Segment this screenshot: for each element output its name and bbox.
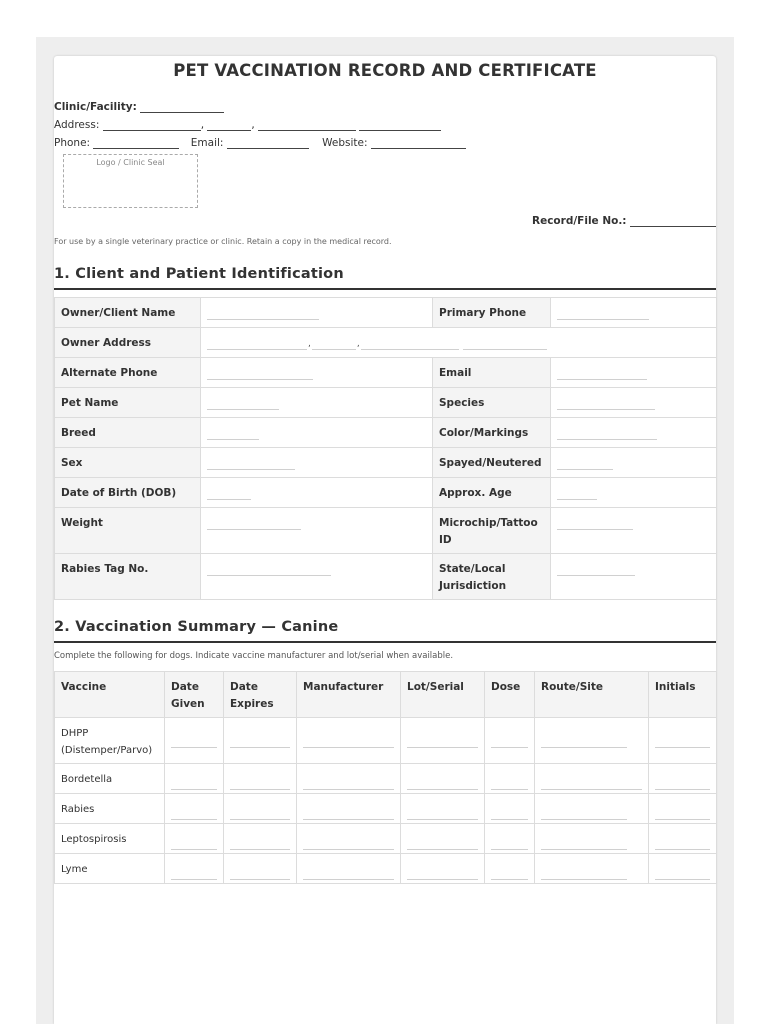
table-row: [55, 718, 717, 764]
approx-age-label: Approx. Age: [433, 478, 551, 508]
route-site-cell[interactable]: [535, 854, 649, 884]
species-label: Species: [433, 388, 551, 418]
logo-seal-placeholder[interactable]: [63, 154, 198, 208]
table-row: [55, 508, 717, 554]
table-header-row: [55, 672, 717, 718]
address-line: Address: , ,: [54, 119, 441, 131]
dob-field[interactable]: [201, 478, 433, 508]
lot-serial-cell[interactable]: [401, 794, 485, 824]
vaccine-name: Leptospirosis: [55, 824, 165, 854]
vaccine-name: DHPP (Distemper/Parvo): [55, 718, 165, 764]
vaccine-name: Lyme: [55, 854, 165, 884]
alternate-phone-label: Alternate Phone: [55, 358, 201, 388]
alternate-phone-field[interactable]: [201, 358, 433, 388]
breed-label: Breed: [55, 418, 201, 448]
client-patient-table: [54, 297, 717, 600]
address-street-field[interactable]: [103, 120, 201, 131]
table-row: [55, 358, 717, 388]
route-site-cell[interactable]: [535, 764, 649, 794]
rabies-tag-field[interactable]: [201, 554, 433, 600]
spayed-neutered-label: Spayed/Neutered: [433, 448, 551, 478]
dose-cell[interactable]: [485, 824, 535, 854]
record-file-field[interactable]: [630, 216, 716, 227]
col-route-site: Route/Site: [535, 672, 649, 718]
lot-serial-cell[interactable]: [401, 854, 485, 884]
date-given-cell[interactable]: [165, 854, 224, 884]
pet-name-label: Pet Name: [55, 388, 201, 418]
sex-label: Sex: [55, 448, 201, 478]
approx-age-field[interactable]: [551, 478, 717, 508]
dose-cell[interactable]: [485, 764, 535, 794]
owner-address-field[interactable]: , ,: [201, 328, 717, 358]
email-label: Email: [433, 358, 551, 388]
dose-cell[interactable]: [485, 794, 535, 824]
address-label: Address:: [54, 119, 100, 131]
section-1-title: 1. Client and Patient Identification: [54, 266, 716, 290]
clinic-label: Clinic/Facility:: [54, 101, 137, 113]
table-row: [55, 794, 717, 824]
col-lot-serial: Lot/Serial: [401, 672, 485, 718]
usage-note: For use by a single veterinary practice or clinic. Retain a copy in the medical record.: [54, 237, 392, 246]
pet-name-field[interactable]: [201, 388, 433, 418]
table-row: [55, 764, 717, 794]
vaccination-table: [54, 671, 717, 884]
owner-name-field[interactable]: [201, 298, 433, 328]
date-given-cell[interactable]: [165, 824, 224, 854]
vaccination-instruction: Complete the following for dogs. Indicate vaccine manufacturer and lot/serial when available.: [54, 651, 454, 661]
primary-phone-field[interactable]: [551, 298, 717, 328]
date-expires-cell[interactable]: [224, 794, 297, 824]
manufacturer-cell[interactable]: [297, 718, 401, 764]
initials-cell[interactable]: [649, 718, 717, 764]
initials-cell[interactable]: [649, 824, 717, 854]
route-site-cell[interactable]: [535, 718, 649, 764]
table-row: [55, 554, 717, 600]
email-field[interactable]: [551, 358, 717, 388]
contact-line: [54, 137, 466, 149]
dose-cell[interactable]: [485, 854, 535, 884]
weight-field[interactable]: [201, 508, 433, 554]
dose-cell[interactable]: [485, 718, 535, 764]
section-2-title: 2. Vaccination Summary — Canine: [54, 619, 716, 643]
clinic-field[interactable]: [140, 102, 224, 113]
email-field[interactable]: [227, 138, 309, 149]
website-label: Website:: [322, 137, 368, 149]
logo-placeholder-text: Logo / Clinic Seal: [96, 158, 165, 167]
route-site-cell[interactable]: [535, 794, 649, 824]
sex-field[interactable]: [201, 448, 433, 478]
date-expires-cell[interactable]: [224, 854, 297, 884]
address-city-field[interactable]: [207, 120, 251, 131]
email-label: Email:: [190, 137, 224, 149]
date-given-cell[interactable]: [165, 764, 224, 794]
jurisdiction-field[interactable]: [551, 554, 717, 600]
manufacturer-cell[interactable]: [297, 764, 401, 794]
primary-phone-label: Primary Phone: [433, 298, 551, 328]
microchip-label: Microchip/Tattoo ID: [433, 508, 551, 554]
address-state-field[interactable]: [258, 120, 356, 131]
vaccine-name: Rabies: [55, 794, 165, 824]
manufacturer-cell[interactable]: [297, 824, 401, 854]
color-markings-label: Color/Markings: [433, 418, 551, 448]
jurisdiction-label: State/Local Jurisdiction: [433, 554, 551, 600]
table-row: [55, 478, 717, 508]
clinic-line: [54, 101, 224, 113]
initials-cell[interactable]: [649, 794, 717, 824]
vaccine-name: Bordetella: [55, 764, 165, 794]
table-row: [55, 388, 717, 418]
phone-label: Phone:: [54, 137, 91, 149]
rabies-tag-label: Rabies Tag No.: [55, 554, 201, 600]
date-expires-cell[interactable]: [224, 764, 297, 794]
address-zip-field[interactable]: [359, 120, 441, 131]
lot-serial-cell[interactable]: [401, 764, 485, 794]
table-row: [55, 298, 717, 328]
table-row: [55, 418, 717, 448]
col-date-expires: Date Expires: [224, 672, 297, 718]
record-file-label: Record/File No.:: [532, 215, 627, 227]
table-row: [55, 328, 717, 358]
date-given-cell[interactable]: [165, 794, 224, 824]
website-field[interactable]: [371, 138, 466, 149]
owner-name-label: Owner/Client Name: [55, 298, 201, 328]
initials-cell[interactable]: [649, 854, 717, 884]
col-date-given: Date Given: [165, 672, 224, 718]
col-dose: Dose: [485, 672, 535, 718]
weight-label: Weight: [55, 508, 201, 554]
document-title: PET VACCINATION RECORD AND CERTIFICATE: [173, 61, 597, 80]
col-initials: Initials: [649, 672, 717, 718]
breed-field[interactable]: [201, 418, 433, 448]
spayed-neutered-field[interactable]: [551, 448, 717, 478]
initials-cell[interactable]: [649, 764, 717, 794]
table-row: [55, 448, 717, 478]
manufacturer-cell[interactable]: [297, 854, 401, 884]
col-vaccine: Vaccine: [55, 672, 165, 718]
manufacturer-cell[interactable]: [297, 794, 401, 824]
owner-address-label: Owner Address: [55, 328, 201, 358]
date-expires-cell[interactable]: [224, 824, 297, 854]
table-row: [55, 854, 717, 884]
lot-serial-cell[interactable]: [401, 824, 485, 854]
phone-field[interactable]: [93, 138, 179, 149]
route-site-cell[interactable]: [535, 824, 649, 854]
color-markings-field[interactable]: [551, 418, 717, 448]
microchip-field[interactable]: [551, 508, 717, 554]
species-field[interactable]: [551, 388, 717, 418]
dob-label: Date of Birth (DOB): [55, 478, 201, 508]
record-file-line: [532, 215, 716, 227]
col-manufacturer: Manufacturer: [297, 672, 401, 718]
table-row: [55, 824, 717, 854]
date-given-cell[interactable]: [165, 718, 224, 764]
date-expires-cell[interactable]: [224, 718, 297, 764]
lot-serial-cell[interactable]: [401, 718, 485, 764]
